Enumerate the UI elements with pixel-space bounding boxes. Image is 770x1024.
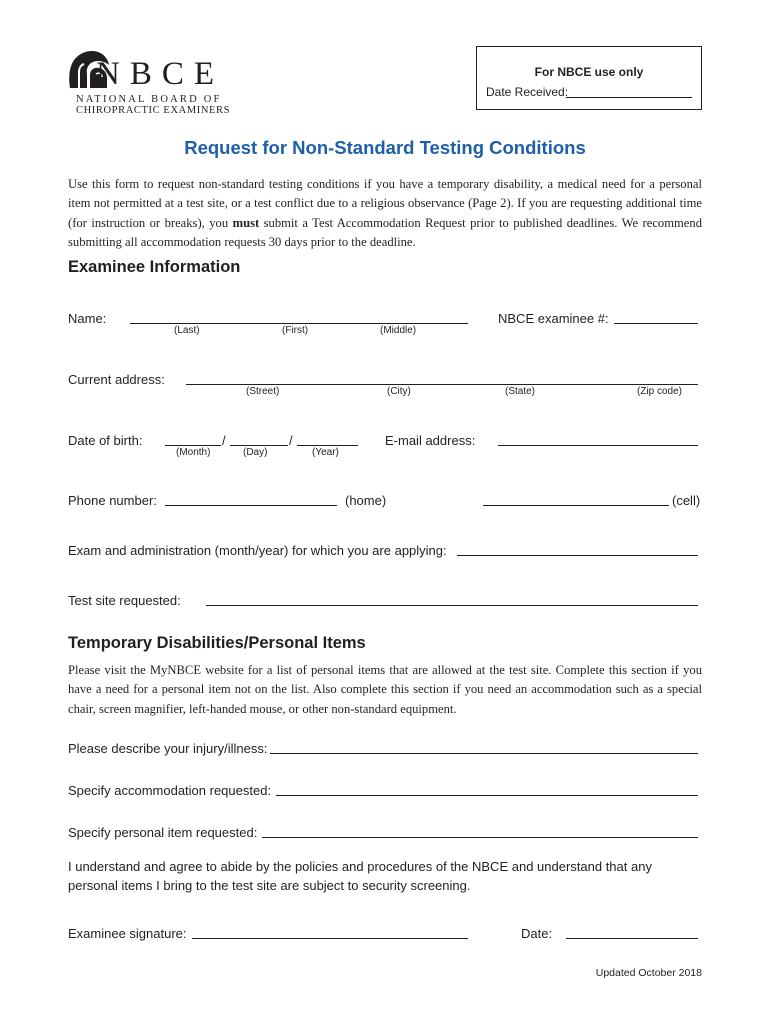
intro-text-1: Use this form to request non-standard testing conditions if you have a temporary disability, a medical need for a personal item not permitted at a test site, or a test conflict due to a religious observance (Page 2). If you are requesting additional time (for instruction or breaks), you bbox=[68, 177, 702, 230]
test-site-label: Test site requested: bbox=[68, 593, 181, 608]
dob-separator-1: / bbox=[222, 433, 226, 448]
dob-label: Date of birth: bbox=[68, 433, 143, 448]
logo-line-2: CHIROPRACTIC EXAMINERS bbox=[76, 105, 231, 116]
dob-month-field[interactable] bbox=[165, 445, 221, 446]
office-use-title: For NBCE use only bbox=[534, 65, 644, 79]
accommodation-field[interactable] bbox=[276, 795, 698, 796]
examinee-heading: Examinee Information bbox=[68, 258, 241, 276]
date-label: Date: bbox=[521, 926, 553, 941]
date-received-field[interactable] bbox=[566, 97, 692, 98]
dob-day-field[interactable] bbox=[230, 445, 288, 446]
name-sublabel-last: (Last) bbox=[174, 325, 200, 336]
intro-text-2: submit a Test Accommodation Request prior to published deadlines. We recommend submitting all accommodation requests 30 days prior to the deadline. bbox=[68, 215, 702, 249]
page-title: Request for Non-Standard Testing Conditions bbox=[184, 137, 586, 158]
address-sublabel-city: (City) bbox=[387, 386, 411, 397]
exam-label: Exam and administration (month/year) for which you are applying: bbox=[68, 543, 447, 558]
name-sublabel-middle: (Middle) bbox=[380, 325, 417, 336]
intro-paragraph bbox=[68, 175, 702, 252]
dob-sublabel-month: (Month) bbox=[176, 447, 211, 458]
examinee-number-field[interactable] bbox=[614, 323, 698, 324]
accommodation-label: Specify accommodation requested: bbox=[68, 783, 272, 798]
address-sublabel-street: (Street) bbox=[246, 386, 280, 397]
injury-field[interactable] bbox=[270, 753, 698, 754]
phone-cell-label: (cell) bbox=[672, 493, 701, 508]
test-site-field[interactable] bbox=[206, 605, 698, 606]
intro-bold-must: must bbox=[232, 215, 260, 230]
signature-field[interactable] bbox=[192, 938, 468, 939]
temporary-heading: Temporary Disabilities/Personal Items bbox=[68, 634, 366, 652]
signature-label: Examinee signature: bbox=[68, 926, 187, 941]
office-use-box bbox=[476, 46, 702, 110]
examinee-number-label: NBCE examinee #: bbox=[498, 311, 609, 326]
dob-sublabel-year: (Year) bbox=[312, 447, 339, 458]
phone-home-label: (home) bbox=[345, 493, 387, 508]
address-sublabel-state: (State) bbox=[505, 386, 536, 397]
phone-label: Phone number: bbox=[68, 493, 157, 508]
phone-cell-field[interactable] bbox=[483, 505, 669, 506]
address-label: Current address: bbox=[68, 372, 165, 387]
email-field[interactable] bbox=[498, 445, 698, 446]
dob-separator-2: / bbox=[289, 433, 293, 448]
address-sublabel-zip: (Zip code) bbox=[637, 386, 683, 397]
personal-item-field[interactable] bbox=[262, 837, 698, 838]
email-label: E-mail address: bbox=[385, 433, 476, 448]
date-received-label: Date Received: bbox=[486, 85, 569, 99]
exam-field[interactable] bbox=[457, 555, 698, 556]
temporary-paragraph: Please visit the MyNBCE website for a list of personal items that are allowed at the test site. Complete this section if you have a need for a personal item not on the list. Also complete this section if you need an accommodation such as a special chair, screen magnifier, left-handed mouse, or other non-standard equipment. bbox=[68, 663, 702, 716]
dob-sublabel-day: (Day) bbox=[243, 447, 268, 458]
personal-item-label: Specify personal item requested: bbox=[68, 825, 258, 840]
name-field[interactable] bbox=[130, 323, 468, 324]
name-sublabel-first: (First) bbox=[282, 325, 309, 336]
injury-label: Please describe your injury/illness: bbox=[68, 741, 268, 756]
date-field[interactable] bbox=[566, 938, 698, 939]
phone-home-field[interactable] bbox=[165, 505, 337, 506]
name-label: Name: bbox=[68, 311, 107, 326]
address-field[interactable] bbox=[186, 384, 698, 385]
agreement-paragraph: I understand and agree to abide by the policies and procedures of the NBCE and understand that any personal items I bring to the test site are subject to security screening. bbox=[68, 859, 652, 893]
logo-acronym: NBCE bbox=[96, 56, 225, 92]
footer-updated: Updated October 2018 bbox=[595, 967, 702, 979]
logo-line-1: NATIONAL BOARD OF bbox=[76, 94, 222, 105]
dob-year-field[interactable] bbox=[297, 445, 358, 446]
